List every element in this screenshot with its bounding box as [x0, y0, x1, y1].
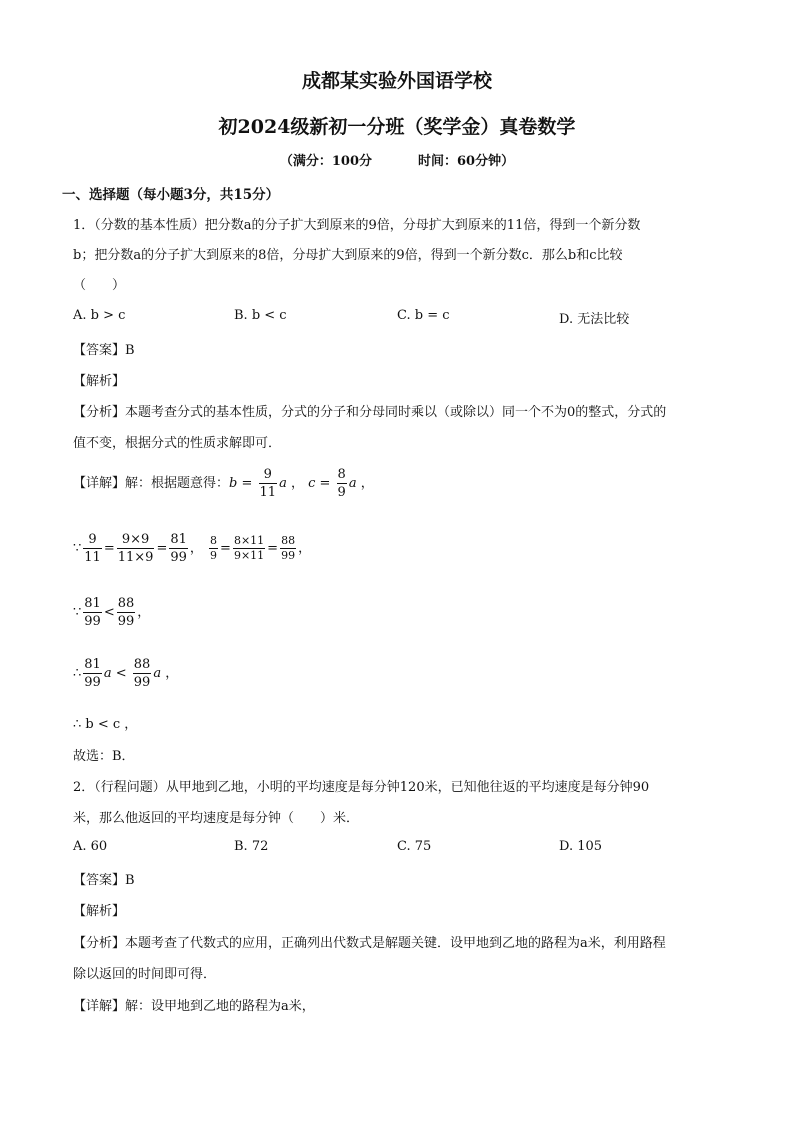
q1-inequality-line: ∵ $\frac{81}{99}$ < $\frac{88}{99}$ ， — [73, 596, 151, 629]
q1-stem-line3: （ ） — [73, 278, 126, 293]
q1-analysis-label: 【解析】 — [73, 374, 126, 389]
exam-time: 时间：60分钟） — [418, 154, 515, 169]
exam-title: 初2024级新初一分班（奖学金）真卷数学 — [218, 116, 576, 138]
q1-option-d: D. 无法比较 — [559, 312, 630, 327]
q2-detail: 【详解】解：设甲地到乙地的路程为a米， — [73, 999, 315, 1014]
q2-fenxi-line1: 【分析】本题考查了代数式的应用，正确列出代数式是解题关键．设甲地到乙地的路程为a米，利用路程 — [73, 936, 666, 951]
q1-option-b: B. b < c — [234, 308, 287, 323]
q2-option-d: D. 105 — [559, 839, 603, 854]
q2-stem-line2: 米，那么他返回的平均速度是每分钟（ ）米． — [73, 811, 360, 826]
fraction: $\frac{8}{9}$ — [337, 467, 346, 500]
q2-analysis-label: 【解析】 — [73, 904, 126, 919]
q1-compare-line: ∵ $\frac{9}{11}$ = $\frac{9\times 9}{11\times 9}$ = $\frac{81}{99}$ ， $\frac{8}{9}$ = $\frac{8\times 11}{9\times 11}$ = $\frac{88}{99}$ ， — [73, 532, 312, 565]
q1-fenxi-line1: 【分析】本题考查分式的基本性质，分式的分子和分母同时乘以（或除以）同一个不为0的整式，分式的 — [73, 405, 667, 420]
q1-fenxi-line2: 值不变，根据分式的性质求解即可． — [73, 436, 282, 451]
q1-option-a: A. b > c — [73, 308, 126, 323]
q1-answer: 【答案】B — [73, 343, 135, 358]
q1-stem-line2: b；把分数a的分子扩大到原来的8倍，分母扩大到原来的9倍，得到一个新分数c．那么b和c比较 — [73, 248, 623, 263]
q1-choose: 故选：B． — [73, 749, 135, 764]
exam-info — [0, 150, 794, 169]
q2-option-b: B. 72 — [234, 839, 269, 854]
full-score: （满分：100分 — [279, 154, 373, 169]
section-title: 一、选择题（每小题3分，共15分） — [62, 187, 280, 203]
q1-option-c: C. b = c — [397, 308, 450, 323]
q1-detail-line: 【详解】解：根据题意得：b = $\frac{9}{11}$ a ， c = $\frac{8}{9}$ a ， — [73, 467, 374, 500]
q2-answer: 【答案】B — [73, 873, 135, 888]
q1-inequality-a-line: ∴ $\frac{81}{99}$ a < $\frac{88}{99}$ a ， — [73, 657, 179, 690]
q2-option-a: A. 60 — [73, 839, 108, 854]
q1-detail-prefix: 【详解】解：根据题意得： — [73, 476, 230, 491]
q2-option-c: C. 75 — [397, 839, 432, 854]
q2-stem-line1: 2．（行程问题）从甲地到乙地，小明的平均速度是每分钟120米，已知他往返的平均速度是每分钟90 — [73, 780, 650, 795]
school-title: 成都某实验外国语学校 — [301, 70, 492, 92]
fraction: $\frac{9}{11}$ — [259, 467, 277, 500]
q1-stem-line1: 1．（分数的基本性质）把分数a的分子扩大到原来的9倍，分母扩大到原来的11倍，得到一个新分数 — [73, 218, 641, 233]
q2-fenxi-line2: 除以返回的时间即可得． — [73, 967, 217, 982]
q1-conclusion: ∴ b < c ， — [73, 717, 138, 732]
